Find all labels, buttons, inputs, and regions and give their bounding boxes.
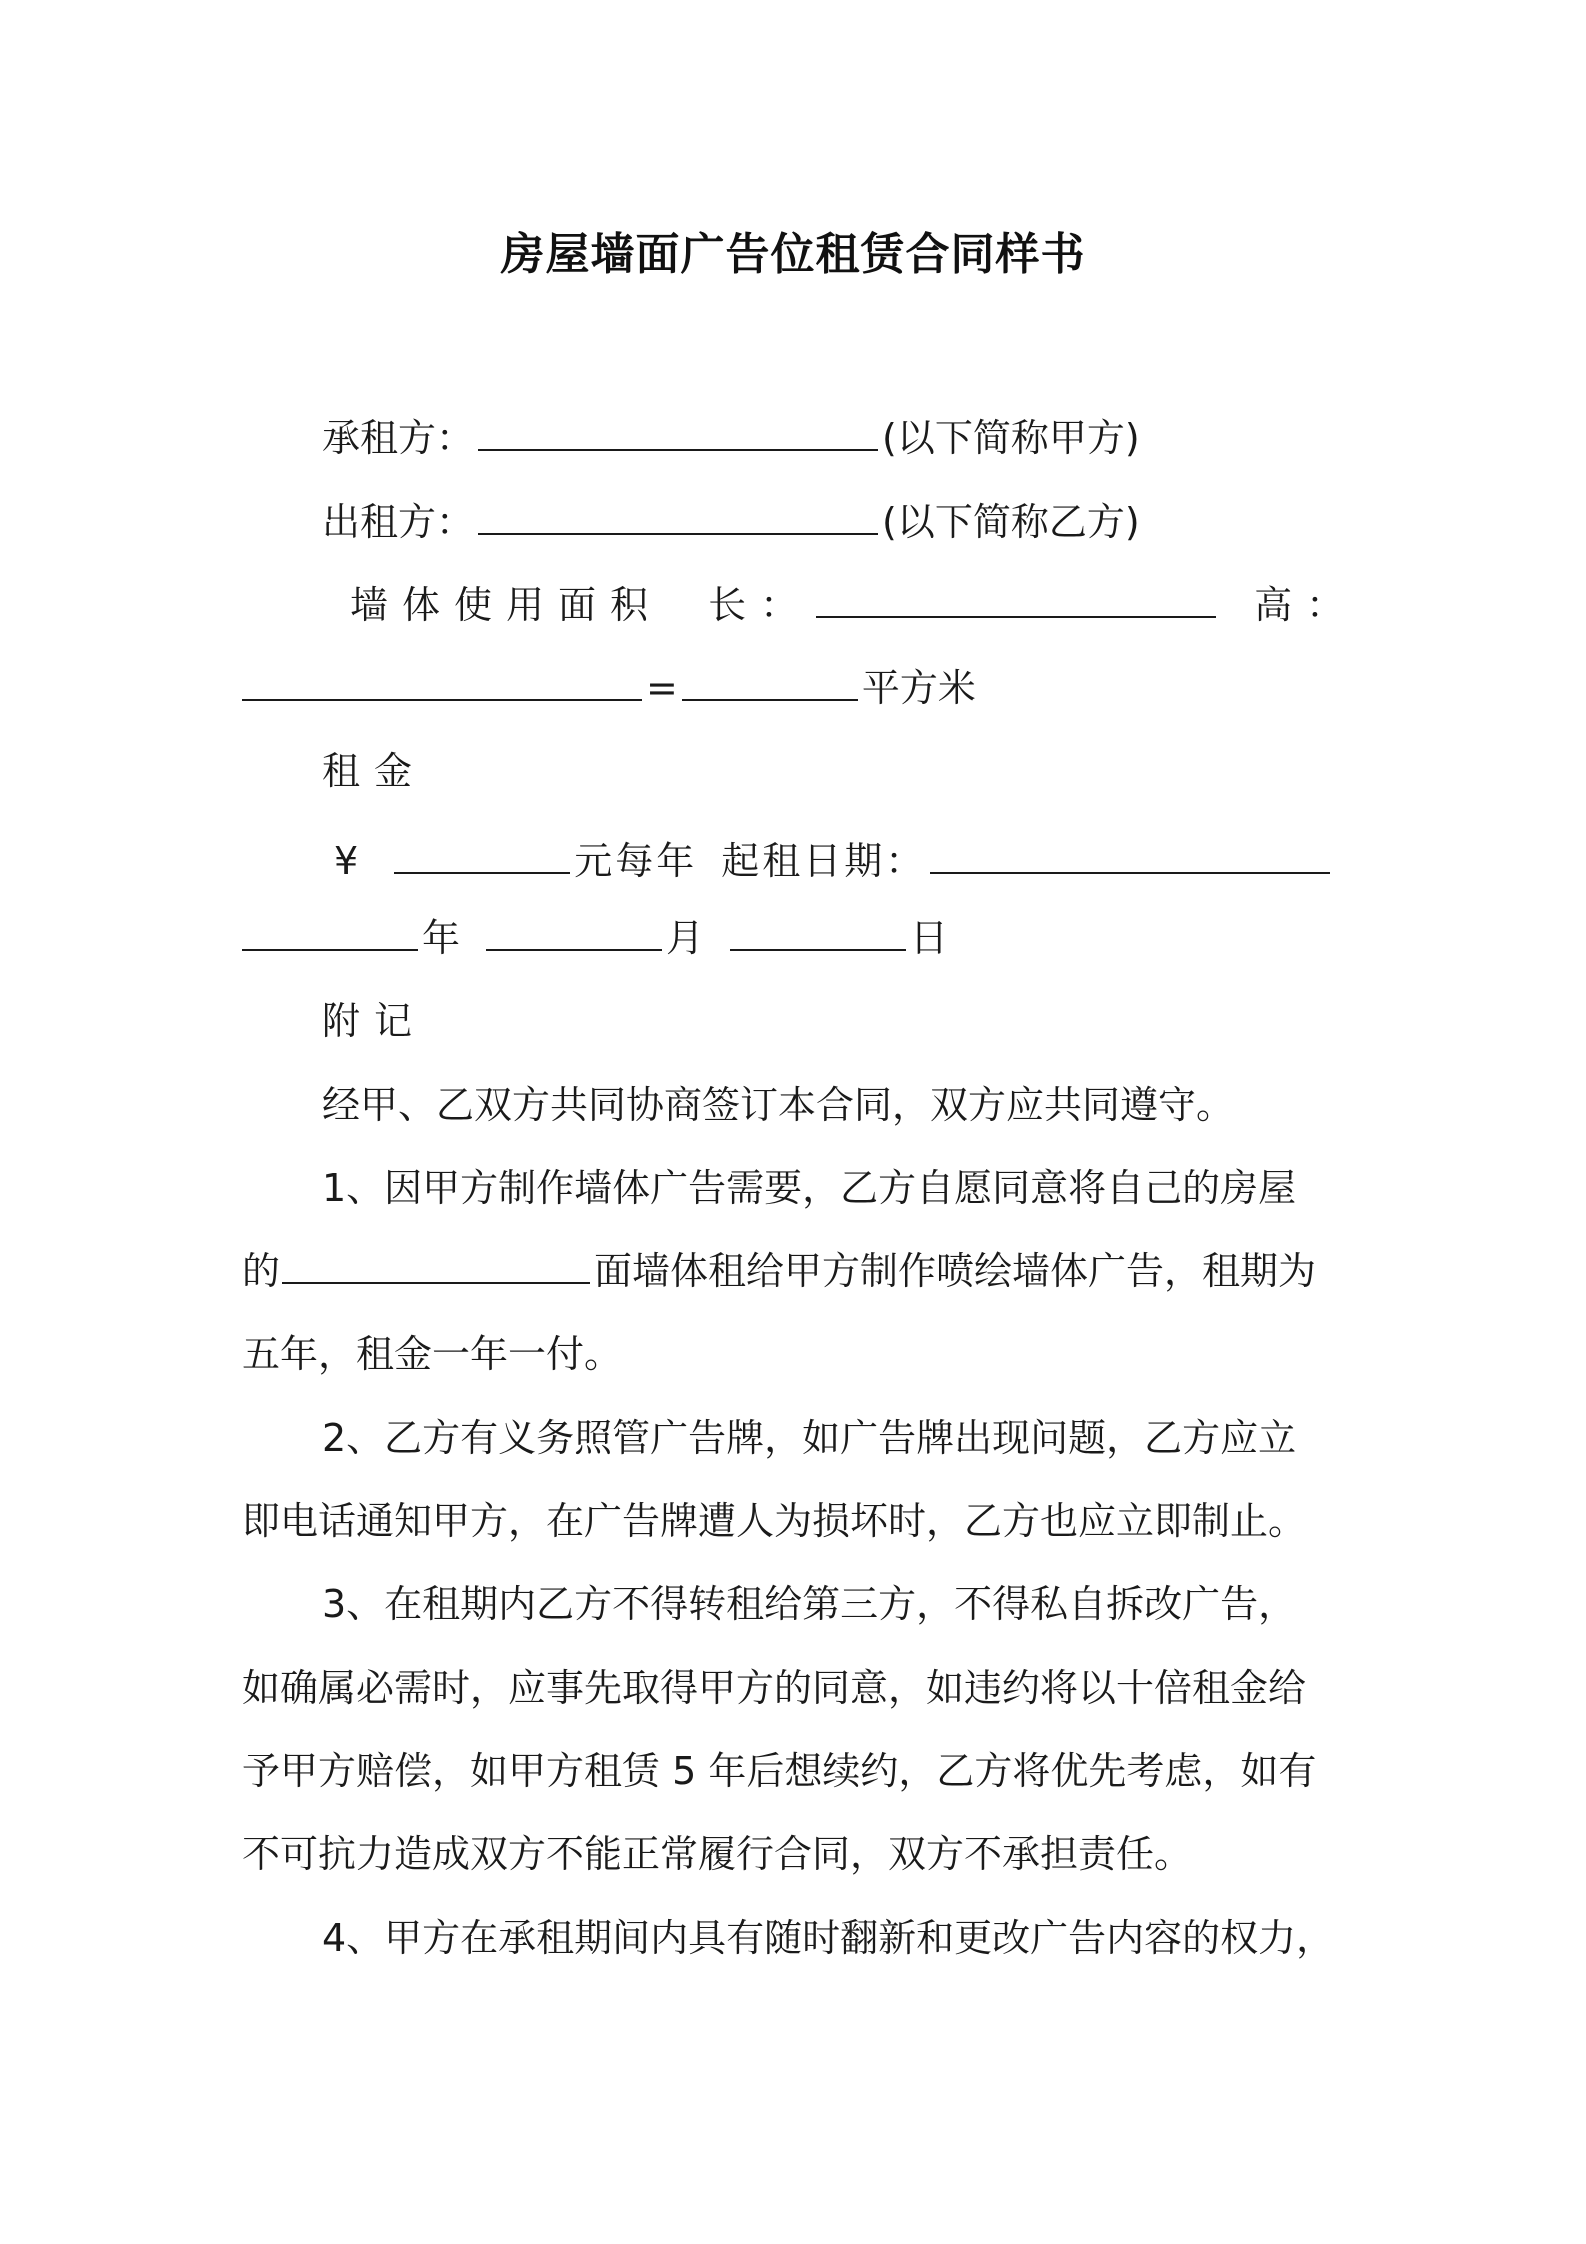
year-blank	[242, 913, 418, 951]
lessee-label: 承租方：	[322, 416, 475, 460]
clause2-line1	[322, 1413, 1296, 1463]
clause2-text-b: 即电话通知甲方，在广告牌遭人为损坏时，乙方也应立即制止。	[242, 1499, 1307, 1543]
clause1-line2	[242, 1246, 1316, 1296]
clause4-line1	[322, 1913, 1334, 1963]
clause4-text-a: 4、甲方在承租期间内具有随时翻新和更改广告内容的权力，	[322, 1916, 1335, 1960]
intro-paragraph	[322, 1080, 1234, 1130]
date-line	[242, 913, 948, 963]
clause1-suffix: 面墙体租给甲方制作喷绘墙体广告，租期为	[594, 1249, 1317, 1293]
area-result-line	[242, 663, 976, 713]
clause1-text-c: 五年，租金一年一付。	[242, 1332, 623, 1376]
start-date-blank	[930, 836, 1330, 874]
area-label: 墙体使用面积	[350, 583, 663, 627]
lessee-blank	[478, 413, 878, 451]
clause2-line2	[242, 1496, 1306, 1546]
day-unit: 日	[910, 916, 949, 960]
rent-label: 租金	[322, 749, 427, 793]
year-unit: 年	[422, 916, 461, 960]
area-blank	[682, 663, 858, 701]
start-date-label: 起租日期：	[721, 839, 927, 883]
length-label: 长：	[708, 583, 813, 627]
length-blank	[816, 580, 1216, 618]
area-line	[350, 580, 1358, 630]
clause3-line1	[322, 1579, 1296, 1629]
appendix-line	[322, 996, 426, 1046]
rent-amount-line	[334, 836, 1334, 886]
clause2-text-a: 2、乙方有义务照管广告牌，如广告牌出现问题，乙方应立	[322, 1416, 1297, 1460]
month-blank	[486, 913, 662, 951]
lessor-suffix: (以下简称乙方)	[882, 500, 1140, 544]
clause1-line1	[322, 1163, 1296, 1213]
rent-blank	[394, 836, 570, 874]
height-label: 高：	[1254, 583, 1359, 627]
month-unit: 月	[666, 916, 705, 960]
equals-sign: =	[646, 666, 678, 710]
appendix-label: 附记	[322, 999, 427, 1043]
clause3-line4	[242, 1829, 1192, 1879]
clause1-prefix: 的	[242, 1249, 281, 1293]
clause3-text-d: 不可抗力造成双方不能正常履行合同，双方不承担责任。	[242, 1832, 1193, 1876]
clause3-text-c: 予甲方赔偿，如甲方租赁 5 年后想续约，乙方将优先考虑，如有	[242, 1749, 1317, 1793]
lessor-line	[322, 497, 1140, 547]
lessor-label: 出租方：	[322, 500, 475, 544]
clause3-line2	[242, 1663, 1306, 1713]
clause3-text-b: 如确属必需时，应事先取得甲方的同意，如违约将以十倍租金给	[242, 1666, 1307, 1710]
rent-label-line	[322, 746, 426, 796]
height-blank	[242, 663, 642, 701]
wall-direction-blank	[282, 1246, 590, 1284]
per-year-label: 元每年	[574, 839, 698, 883]
currency-symbol: ¥	[334, 839, 359, 883]
clause1-text-a: 1、因甲方制作墙体广告需要，乙方自愿同意将自己的房屋	[322, 1166, 1297, 1210]
area-unit: 平方米	[861, 666, 976, 710]
clause1-line3	[242, 1329, 622, 1379]
clause3-line3	[242, 1746, 1316, 1796]
day-blank	[730, 913, 906, 951]
lessee-line	[322, 413, 1140, 463]
lessee-suffix: (以下简称甲方)	[882, 416, 1140, 460]
clause3-text-a: 3、在租期内乙方不得转租给第三方，不得私自拆改广告，	[322, 1582, 1297, 1626]
lessor-blank	[478, 497, 878, 535]
document-title: 房屋墙面广告位租赁合同样书	[500, 229, 1086, 280]
intro-text: 经甲、乙双方共同协商签订本合同，双方应共同遵守。	[322, 1083, 1235, 1127]
